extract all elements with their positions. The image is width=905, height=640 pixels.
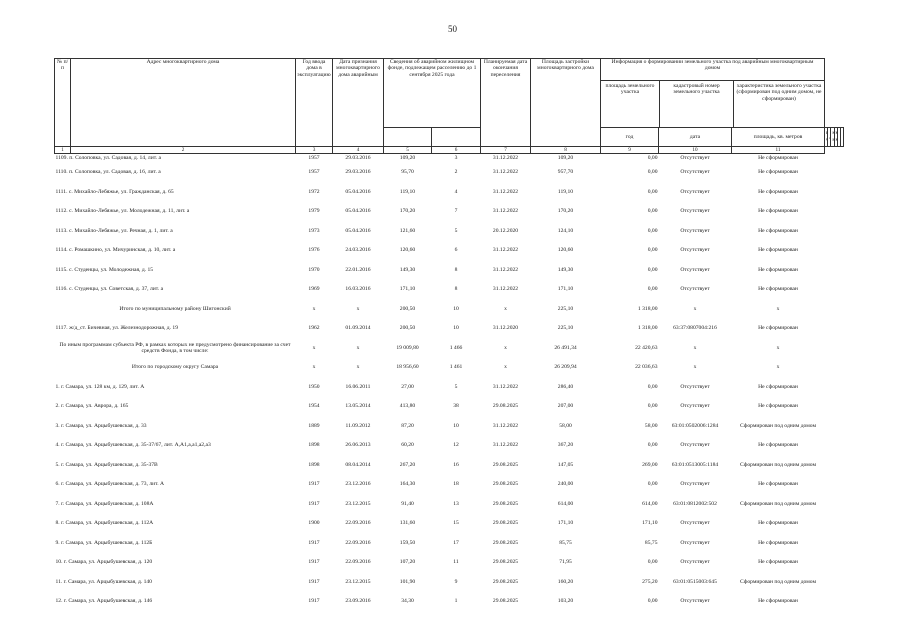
cell-land-area: 0,00 <box>647 169 658 176</box>
cell-built-area: 614,00 <box>557 500 574 507</box>
cell-people: 7 <box>454 208 458 215</box>
cell-built-area: 58,00 <box>559 422 572 429</box>
cell-plan-date: 31.12.2022 <box>492 155 519 162</box>
col-number: 5 <box>384 146 432 153</box>
cell-characteristic: Не сформирован <box>758 559 798 566</box>
cell-built-area: 149,30 <box>557 266 574 273</box>
col-number: 9 <box>601 146 659 153</box>
table-row <box>55 280 844 300</box>
cell-characteristic: Не сформирован <box>758 266 798 273</box>
cell-plan-date: 20.12.2020 <box>492 227 519 234</box>
cell-land-area: 0,00 <box>647 286 658 293</box>
cell-year: 1917 <box>308 578 320 585</box>
cell-cadastral: 63:37:0807004:216 <box>673 325 717 332</box>
unit-year: год <box>601 127 659 146</box>
cell-year: 1917 <box>308 598 320 605</box>
table-row <box>55 455 844 475</box>
cell-land-area: 0,00 <box>647 247 658 254</box>
col-number: 10 <box>659 146 732 153</box>
cell-plan-date: 31.12.2022 <box>492 169 519 176</box>
cell-cadastral: Отсутствует <box>680 227 710 234</box>
cell-area: 120,60 <box>399 247 416 254</box>
cell-people: 9 <box>454 578 458 585</box>
cell-area: 200,50 <box>399 325 416 332</box>
cell-area: 107,20 <box>399 559 416 566</box>
cell-people: 8 <box>454 266 458 273</box>
cell-people: 15 <box>453 520 459 527</box>
cell-land-area: 1 318,00 <box>637 325 658 332</box>
cell-date: 08.04.2014 <box>345 461 371 468</box>
cell-people: 38 <box>453 403 459 410</box>
cell-date: 22.09.2016 <box>345 539 371 546</box>
cell-people: 2 <box>454 169 458 176</box>
table-header <box>55 59 844 154</box>
cell-area: 91,40 <box>401 500 414 507</box>
cell-address: 1116. с. Студенцы, ул. Советская, д. 37, лит. а <box>55 286 164 293</box>
cell-date: 23.09.2016 <box>345 598 371 605</box>
cell-year: 1898 <box>308 461 320 468</box>
cell-people: 18 <box>453 481 459 488</box>
cell-cadastral: Отсутствует <box>680 442 710 449</box>
cell-built-area: 225,10 <box>557 305 574 312</box>
cell-area: 60,20 <box>401 442 414 449</box>
header-cadastral: кадастровый номер земельного участка <box>660 81 734 127</box>
cell-people: 1 461 <box>449 364 463 371</box>
cell-date: 26.06.2013 <box>345 442 371 449</box>
col-number: 3 <box>296 146 333 153</box>
cell-built-area: 957,70 <box>557 169 574 176</box>
cell-date: 05.04.2016 <box>345 227 371 234</box>
header-year: Год ввода дома в эксплуатацию <box>296 59 333 147</box>
cell-address: 1114. с. Ромашкино, ул. Мичуринская, д. 10, лит. а <box>55 247 176 254</box>
cell-year: 1917 <box>308 559 320 566</box>
cell-land-area: 85,75 <box>644 539 658 546</box>
table-row <box>55 514 844 534</box>
cell-area: 171,10 <box>399 286 416 293</box>
cell-cadastral: Отсутствует <box>680 247 710 254</box>
cell-built-area: 170,20 <box>557 208 574 215</box>
table-body <box>55 153 844 611</box>
cell-cadastral: Отсутствует <box>680 155 710 162</box>
cell-land-area: 22 036,63 <box>635 364 658 371</box>
cell-date: 01.09.2014 <box>345 325 371 332</box>
cell-year: 1917 <box>308 539 320 546</box>
cell-address: 1111. с. Михайло-Лебяжье, ул. Гражданская, д. 65 <box>55 188 174 195</box>
col-number: 7 <box>481 146 531 153</box>
cell-characteristic: Не сформирован <box>758 188 798 195</box>
cell-characteristic: Не сформирован <box>758 325 798 332</box>
cell-people: 12 <box>453 442 459 449</box>
cell-plan-date: 29.08.2025 <box>492 461 519 468</box>
cell-address: 1112. с. Михайло-Лебяжье, ул. Молодежная, д. 11, лит. а <box>55 208 190 215</box>
cell-plan-date: 31.12.2020 <box>492 325 519 332</box>
cell-built-area: 103,20 <box>557 598 574 605</box>
cell-year: 1969 <box>308 286 320 293</box>
col-number: 8 <box>531 146 601 153</box>
cell-year: 1917 <box>308 481 320 488</box>
cell-cadastral: Отсутствует <box>680 520 710 527</box>
table-row <box>55 221 844 241</box>
cell-built-area: 26 209,94 <box>554 364 577 371</box>
cell-cadastral: 63:01:0812002:502 <box>673 500 717 507</box>
cell-date: 16.06.2011 <box>345 383 371 390</box>
cell-land-area: 0,00 <box>647 266 658 273</box>
cell-built-area: 286,40 <box>557 383 574 390</box>
cell-area: 95,70 <box>401 169 414 176</box>
cell-plan-date: х <box>504 344 507 351</box>
cell-address: 8. г. Самара, ул. Арцыбушевская, д. 112А <box>55 520 154 527</box>
cell-year: 1957 <box>308 169 320 176</box>
cell-cadastral: Отсутствует <box>680 598 710 605</box>
cell-built-area: 120,60 <box>557 247 574 254</box>
cell-address: 1109. п. Солоповка, ул. Садовая, д. 14, лит. а <box>55 155 161 162</box>
header-address: Адрес многоквартирного дома <box>71 59 296 147</box>
cell-year: 1970 <box>308 266 320 273</box>
cell-year: 1950 <box>308 383 320 390</box>
cell-land-area: 0,00 <box>647 403 658 410</box>
cell-people: 16 <box>453 461 459 468</box>
cell-address: 9. г. Самара, ул. Арцыбушевская, д. 112Б <box>55 539 153 546</box>
cell-date: 23.12.2016 <box>345 481 371 488</box>
cell-year: 1979 <box>308 208 320 215</box>
cell-address: 1117. ж/д_ст. Бичевная, ул. Железнодорожная, д. 19 <box>55 325 178 332</box>
cell-cadastral: Отсутствует <box>680 286 710 293</box>
cell-date: 23.12.2015 <box>345 500 371 507</box>
cell-land-area: 0,00 <box>647 598 658 605</box>
cell-plan-date: 31.12.2022 <box>492 383 519 390</box>
cell-characteristic: Не сформирован <box>758 442 798 449</box>
header-land-group-text: Информация о формировании земельного участка под аварийным многоквартирным домом <box>611 59 814 72</box>
cell-people: 10 <box>453 305 459 312</box>
unit-address <box>432 127 481 146</box>
cell-characteristic: Не сформирован <box>758 520 798 527</box>
cell-plan-date: 29.08.2025 <box>492 598 519 605</box>
header-info-group: Сведения об аварийном жилищном фонде, подлежащем расселению до 1 сентября 2025 года <box>384 59 481 128</box>
cell-cadastral: х <box>693 364 697 371</box>
table-row <box>55 494 844 514</box>
cell-cadastral: Отсутствует <box>680 266 710 273</box>
table-row <box>55 533 844 553</box>
cell-date: 29.03.2016 <box>345 155 371 162</box>
cell-land-area: 0,00 <box>647 155 658 162</box>
cell-address: 4. г. Самара, ул. Арцыбушевская, д. 35-37/67, лит. А,А1,а,а1,а2,а3 <box>55 442 211 449</box>
table-row <box>55 572 844 592</box>
cell-characteristic: Не сформирован <box>758 169 798 176</box>
cell-date: 29.03.2016 <box>345 169 371 176</box>
cell-land-area: 0,00 <box>647 442 658 449</box>
cell-land-area: 614,00 <box>642 500 658 507</box>
cell-address: 1110. п. Солоповка, ул. Садовая, д. 16, лит. а <box>55 169 161 176</box>
cell-characteristic: Не сформирован <box>758 598 798 605</box>
cell-cadastral: Отсутствует <box>680 559 710 566</box>
cell-characteristic: Не сформирован <box>758 208 798 215</box>
cell-area: 34,30 <box>401 598 414 605</box>
col-number: 2 <box>71 146 296 153</box>
table-row <box>55 397 844 417</box>
cell-plan-date: 31.12.2022 <box>492 422 519 429</box>
cell-people: 5 <box>454 227 458 234</box>
cell-built-area: 71,95 <box>559 559 572 566</box>
cell-built-area: 124,10 <box>557 227 574 234</box>
col-number: 1 <box>55 146 71 153</box>
cell-land-area: 1 318,00 <box>637 305 658 312</box>
cell-land-area: 269,00 <box>642 461 658 468</box>
cell-plan-date: 31.12.2022 <box>492 188 519 195</box>
cell-built-area: 119,10 <box>557 188 574 195</box>
table-row <box>55 436 844 456</box>
cell-people: 8 <box>454 286 458 293</box>
cell-built-area: 207,00 <box>557 403 574 410</box>
cell-year: 1962 <box>308 325 320 332</box>
header-land-area: площадь земельного участка <box>601 81 660 127</box>
cell-cadastral: Отсутствует <box>680 188 710 195</box>
table-row <box>55 377 844 397</box>
cell-date: 13.05.2014 <box>345 403 371 410</box>
cell-characteristic: Сформирован под одним домом <box>740 461 817 468</box>
cell-characteristic: Не сформирован <box>758 481 798 488</box>
cell-land-area: 0,00 <box>647 481 658 488</box>
cell-characteristic: Сформирован под одним домом <box>740 422 817 429</box>
cell-people: 13 <box>453 500 459 507</box>
cell-date: 16.03.2016 <box>345 286 371 293</box>
cell-built-area: 85,75 <box>559 539 572 546</box>
cell-year: х <box>312 364 316 371</box>
cell-characteristic: Не сформирован <box>758 286 798 293</box>
cell-date: х <box>356 344 360 351</box>
cell-area: 267,20 <box>399 461 416 468</box>
cell-land-area: 0,00 <box>647 208 658 215</box>
cell-area: 200,50 <box>399 305 416 312</box>
cell-people: 1 466 <box>449 344 463 351</box>
cell-date: х <box>356 305 360 312</box>
cell-built-area: 109,20 <box>557 155 574 162</box>
cell-land-area: 275,20 <box>642 578 658 585</box>
cell-land-area: 0,00 <box>647 559 658 566</box>
cell-address: Итого по городскому округу Самара <box>131 364 219 371</box>
table-row <box>55 241 844 261</box>
cell-year: 1900 <box>308 520 320 527</box>
table-row <box>55 319 844 339</box>
cell-cadastral: Отсутствует <box>680 481 710 488</box>
table-row <box>55 260 844 280</box>
cell-address: 3. г. Самара, ул. Арцыбушевская, д. 33 <box>55 422 147 429</box>
header-planned-date: Планируемая дата окончания переселения <box>481 59 531 147</box>
cell-address: 1115. с. Студенцы, ул. Молодежная, д. 15 <box>55 266 154 273</box>
table-row <box>55 153 844 163</box>
cell-people: 10 <box>453 422 459 429</box>
cell-plan-date: 29.08.2025 <box>492 539 519 546</box>
cell-built-area: 171,10 <box>557 286 574 293</box>
cell-date: х <box>356 364 360 371</box>
cell-built-area: 367,20 <box>557 442 574 449</box>
table-row <box>55 299 844 319</box>
cell-built-area: 160,20 <box>557 578 574 585</box>
cell-plan-date: х <box>504 364 507 371</box>
cell-cadastral: х <box>693 305 697 312</box>
col-number: 6 <box>432 146 481 153</box>
cell-characteristic: Сформирован под одним домом <box>740 578 817 585</box>
cell-characteristic: Не сформирован <box>758 539 798 546</box>
cell-built-area: 240,00 <box>557 481 574 488</box>
table-row <box>55 163 844 183</box>
cell-people: 6 <box>454 247 458 254</box>
cell-people: 10 <box>453 325 459 332</box>
cell-land-area: 0,00 <box>647 383 658 390</box>
table-row <box>55 358 844 378</box>
cell-cadastral: Отсутствует <box>680 383 710 390</box>
cell-plan-date: 29.08.2025 <box>492 481 519 488</box>
cell-plan-date: 29.08.2025 <box>492 520 519 527</box>
housing-table <box>54 58 844 611</box>
cell-date: 24.03.2016 <box>345 247 371 254</box>
cell-plan-date: 29.08.2025 <box>492 500 519 507</box>
cell-address: По иным программам субъекта РФ, в рамках которых не предусмотрено финансирование за счет средств Фонда, в том числе: <box>59 341 291 355</box>
table-row <box>55 553 844 573</box>
cell-area: 101,90 <box>399 578 416 585</box>
cell-cadastral: Отсутствует <box>680 169 710 176</box>
cell-people: 5 <box>454 383 458 390</box>
cell-land-area: 171,10 <box>642 520 658 527</box>
cell-year: 1954 <box>308 403 320 410</box>
cell-characteristic: х <box>776 305 780 312</box>
cell-plan-date: 29.08.2025 <box>492 403 519 410</box>
cell-people: 11 <box>453 559 459 566</box>
cell-cadastral: Отсутствует <box>680 208 710 215</box>
cell-year: х <box>312 344 316 351</box>
cell-date: 23.12.2015 <box>345 578 371 585</box>
cell-area: 131,60 <box>399 520 416 527</box>
header-land-group <box>601 59 825 128</box>
cell-cadastral: 63:01:0515003:645 <box>673 578 717 585</box>
page-number: 50 <box>448 24 457 34</box>
cell-year: 1917 <box>308 500 320 507</box>
cell-characteristic: х <box>776 344 780 351</box>
cell-area: 159,50 <box>399 539 416 546</box>
cell-date: 22.09.2016 <box>345 520 371 527</box>
cell-date: 05.04.2016 <box>345 188 371 195</box>
cell-plan-date: 31.12.2022 <box>492 286 519 293</box>
unit-num <box>384 127 432 146</box>
cell-cadastral: х <box>693 344 697 351</box>
cell-characteristic: Не сформирован <box>758 247 798 254</box>
cell-characteristic: х <box>776 364 780 371</box>
cell-year: 1889 <box>308 422 320 429</box>
cell-built-area: 225,10 <box>557 325 574 332</box>
cell-area: 121,60 <box>399 227 416 234</box>
cell-area: 19 009,80 <box>396 344 419 351</box>
cell-characteristic: Не сформирован <box>758 155 798 162</box>
table-row <box>55 475 844 495</box>
cell-plan-date: 31.12.2022 <box>492 442 519 449</box>
cell-characteristic: Не сформирован <box>758 403 798 410</box>
cell-address: 11. г. Самара, ул. Арцыбушевская, д. 140 <box>55 578 152 585</box>
cell-built-area: 26 491,34 <box>554 344 577 351</box>
col-number: 11 <box>732 146 825 153</box>
cell-address: 10. г. Самара, ул. Арцыбушевская, д. 120 <box>55 559 153 566</box>
col-number: 4 <box>333 146 384 153</box>
header-num: № п/п <box>55 59 71 147</box>
cell-area: 164,30 <box>399 481 416 488</box>
header-built-area: Площадь застройки многоквартирного дома <box>531 59 601 147</box>
cell-area: 170,20 <box>399 208 416 215</box>
cell-cadastral: Отсутствует <box>680 403 710 410</box>
table-row <box>55 592 844 612</box>
cell-characteristic: Не сформирован <box>758 383 798 390</box>
cell-area: 109,20 <box>399 155 416 162</box>
cell-address: 7. г. Самара, ул. Арцыбушевская, д. 108А <box>55 500 154 507</box>
cell-year: 1972 <box>308 188 320 195</box>
cell-land-area: 22 420,63 <box>635 344 658 351</box>
cell-area: 27,00 <box>401 383 414 390</box>
cell-plan-date: х <box>504 305 507 312</box>
table-row <box>55 416 844 436</box>
header-characteristic: характеристика земельного участка (сформирован под одним домом, не сформирован) <box>736 82 822 102</box>
cell-plan-date: 31.12.2022 <box>492 208 519 215</box>
cell-address: 5. г. Самара, ул. Арцыбушевская, д. 35-37В <box>55 461 158 468</box>
cell-address: 6. г. Самара, ул. Арцыбушевская, д. 73, лит. А <box>55 481 165 488</box>
cell-plan-date: 31.12.2022 <box>492 247 519 254</box>
cell-address: 1. г. Самара, ул. 128 км, д. 129, лит. А <box>55 383 145 390</box>
cell-cadastral: Отсутствует <box>680 539 710 546</box>
cell-land-area: 58,00 <box>644 422 658 429</box>
cell-people: 4 <box>454 188 458 195</box>
unit-characteristic <box>840 127 843 146</box>
cell-date: 05.04.2016 <box>345 208 371 215</box>
cell-characteristic: Сформирован под одним домом <box>740 500 817 507</box>
cell-year: 1957 <box>308 155 320 162</box>
cell-built-area: 171,10 <box>557 520 574 527</box>
cell-cadastral: 63:01:0513005:1184 <box>671 461 719 468</box>
cell-date: 22.01.2016 <box>345 266 371 273</box>
cell-address: Итого по муниципальному району Шигонский <box>119 305 231 312</box>
cell-address: 1113. с. Михайло-Лебяжье, ул. Речная, д. 1, лит. а <box>55 227 173 234</box>
cell-plan-date: 29.08.2025 <box>492 578 519 585</box>
cell-area: 18 956,60 <box>396 364 419 371</box>
cell-year: х <box>312 305 316 312</box>
table-row <box>55 182 844 202</box>
cell-area: 119,10 <box>399 188 416 195</box>
unit-date: дата <box>659 127 732 146</box>
header-date-recognition: Дата признания многоквартирного дома аварийным <box>333 59 384 147</box>
cell-year: 1976 <box>308 247 320 254</box>
cell-land-area: 0,00 <box>647 188 658 195</box>
cell-land-area: 0,00 <box>647 227 658 234</box>
cell-address: 12. г. Самара, ул. Арцыбушевская, д. 146 <box>55 598 153 605</box>
cell-built-area: 147,05 <box>557 461 574 468</box>
column-number-row <box>55 146 844 153</box>
cell-people: 3 <box>454 155 458 162</box>
table-row <box>55 338 844 358</box>
unit-area: площадь, кв. метров <box>732 127 825 146</box>
cell-characteristic: Не сформирован <box>758 227 798 234</box>
cell-year: 1898 <box>308 442 320 449</box>
cell-plan-date: 31.12.2022 <box>492 266 519 273</box>
cell-cadastral: 63:01:0502006:1284 <box>671 422 719 429</box>
cell-area: 149,30 <box>399 266 416 273</box>
cell-address: 2. г. Самара, ул. Аврора, д. 165 <box>55 403 129 410</box>
cell-people: 17 <box>453 539 459 546</box>
cell-date: 22.09.2016 <box>345 559 371 566</box>
cell-area: 87,20 <box>401 422 414 429</box>
cell-people: 1 <box>454 598 458 605</box>
cell-plan-date: 29.08.2025 <box>492 559 519 566</box>
cell-year: 1973 <box>308 227 320 234</box>
table-row <box>55 202 844 222</box>
cell-date: 11.09.2012 <box>345 422 371 429</box>
cell-area: 413,80 <box>399 403 416 410</box>
